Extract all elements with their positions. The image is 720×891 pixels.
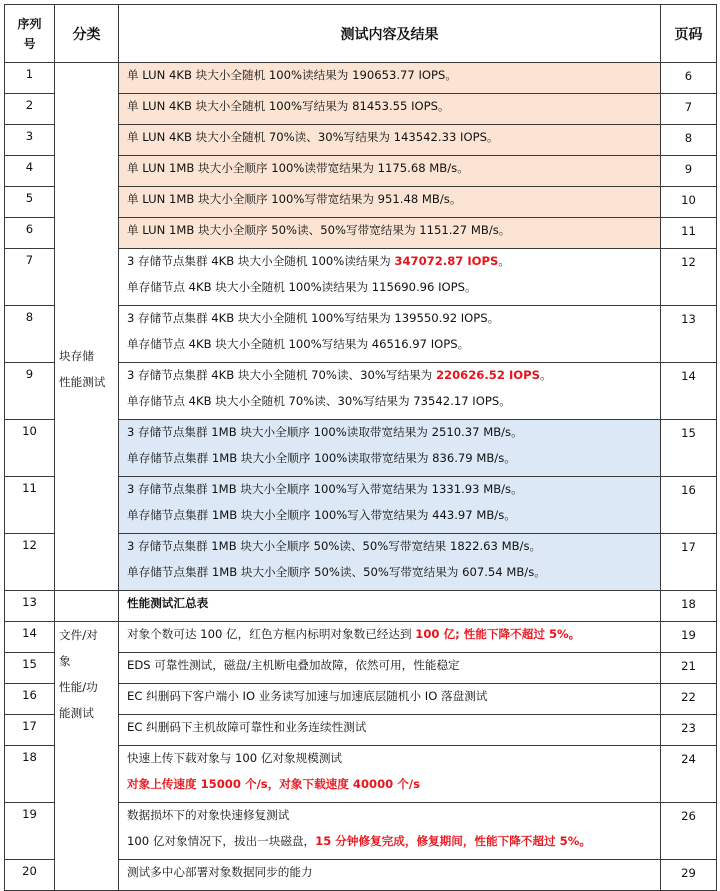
row-seq: 20 bbox=[5, 860, 55, 891]
content-line: 3 存储节点集群 4KB 块大小全随机 100%写结果为 139550.92 IOPS。 bbox=[127, 311, 500, 325]
content-line: EDS 可靠性测试，磁盘/主机断电叠加故障，依然可用，性能稳定 bbox=[127, 658, 460, 672]
content-line: 单 LUN 1MB 块大小全顺序 100%读带宽结果为 1175.68 MB/s。 bbox=[127, 161, 469, 175]
row-page: 23 bbox=[661, 715, 717, 746]
row-content bbox=[119, 622, 661, 653]
content-text: 100 亿对象情况下，拔出一块磁盘， bbox=[127, 834, 316, 848]
content-line: 单 LUN 4KB 块大小全随机 70%读、30%写结果为 143542.33 IOPS。 bbox=[127, 130, 499, 144]
content-line: 单存储节点 4KB 块大小全随机 100%写结果为 46516.97 IOPS。 bbox=[127, 337, 470, 351]
category-line: 性能测试 bbox=[59, 375, 106, 389]
row-seq: 19 bbox=[5, 803, 55, 860]
row-page: 24 bbox=[661, 746, 717, 803]
content-text: 。 bbox=[539, 368, 552, 382]
content-line: 3 存储节点集群 1MB 块大小全顺序 100%写入带宽结果为 1331.93 MB/s。 bbox=[127, 482, 523, 496]
table-row bbox=[5, 622, 717, 653]
row-seq: 16 bbox=[5, 684, 55, 715]
content-text: 。 bbox=[498, 254, 510, 268]
row-page: 12 bbox=[661, 249, 717, 306]
content-line: EC 纠删码下客户端小 IO 业务读写加速与加速底层随机小 IO 落盘测试 bbox=[127, 689, 488, 703]
row-content bbox=[119, 591, 661, 622]
header-seq-line2: 号 bbox=[23, 36, 36, 51]
highlight-value: 对象上传速度 15000 个/s，对象下载速度 40000 个/s bbox=[127, 777, 420, 791]
content-text: 对象个数可达 100 亿，红色方框内标明对象数已经达到 bbox=[127, 627, 416, 641]
row-content bbox=[119, 684, 661, 715]
highlight-value: 15 分钟修复完成，修复期间，性能下降不超过 5%。 bbox=[315, 834, 591, 848]
content-line: 测试多中心部署对象数据同步的能力 bbox=[127, 865, 313, 879]
content-line: 单存储节点集群 1MB 块大小全顺序 50%读、50%写带宽结果为 607.54 MB/s。 bbox=[127, 565, 546, 579]
row-content bbox=[119, 63, 661, 94]
row-page: 6 bbox=[661, 63, 717, 94]
row-content bbox=[119, 156, 661, 187]
row-page: 29 bbox=[661, 860, 717, 891]
category-line: 文件/对 bbox=[59, 628, 98, 642]
row-page: 7 bbox=[661, 94, 717, 125]
row-content bbox=[119, 653, 661, 684]
row-content bbox=[119, 803, 661, 860]
content-line: EC 纠删码下主机故障可靠性和业务连续性测试 bbox=[127, 720, 367, 734]
content-line: 单存储节点集群 1MB 块大小全顺序 100%读取带宽结果为 836.79 MB/s。 bbox=[127, 451, 516, 465]
row-content bbox=[119, 187, 661, 218]
row-page: 18 bbox=[661, 591, 717, 622]
category-line: 象 bbox=[59, 654, 71, 668]
category-line: 能测试 bbox=[59, 706, 94, 720]
header-content: 测试内容及结果 bbox=[119, 5, 661, 63]
row-page: 21 bbox=[661, 653, 717, 684]
row-seq: 4 bbox=[5, 156, 55, 187]
row-seq: 15 bbox=[5, 653, 55, 684]
row-page: 17 bbox=[661, 534, 717, 591]
header-seq-line1: 序列 bbox=[17, 16, 42, 31]
results-table bbox=[4, 4, 717, 891]
category-block-storage bbox=[55, 63, 119, 591]
row-seq: 6 bbox=[5, 218, 55, 249]
row-page: 9 bbox=[661, 156, 717, 187]
highlight-value: 347072.87 IOPS bbox=[394, 254, 499, 268]
row-seq: 9 bbox=[5, 363, 55, 420]
row-seq: 10 bbox=[5, 420, 55, 477]
row-seq: 5 bbox=[5, 187, 55, 218]
row-page: 14 bbox=[661, 363, 717, 420]
row-seq: 7 bbox=[5, 249, 55, 306]
content-text: 3 存储节点集群 4KB 块大小全随机 70%读、30%写结果为 bbox=[127, 368, 436, 382]
content-line: 单存储节点 4KB 块大小全随机 100%读结果为 115690.96 IOPS。 bbox=[127, 280, 477, 294]
row-content bbox=[119, 94, 661, 125]
row-seq: 11 bbox=[5, 477, 55, 534]
row-page: 11 bbox=[661, 218, 717, 249]
highlight-value: 220626.52 IOPS bbox=[435, 368, 540, 382]
content-line: 数据损坏下的对象快速修复测试 bbox=[127, 808, 290, 822]
header-seq-full bbox=[0, 0, 1, 1]
row-seq: 3 bbox=[5, 125, 55, 156]
table-row bbox=[5, 63, 717, 94]
highlight-value: 100 亿; 性能下降不超过 5%。 bbox=[415, 627, 581, 641]
row-content bbox=[119, 363, 661, 420]
row-content bbox=[119, 715, 661, 746]
row-page: 8 bbox=[661, 125, 717, 156]
content-line: 快速上传下载对象与 100 亿对象规模测试 bbox=[127, 751, 343, 765]
content-line: 单 LUN 4KB 块大小全随机 100%写结果为 81453.55 IOPS。 bbox=[127, 99, 450, 113]
row-content bbox=[119, 477, 661, 534]
row-page: 16 bbox=[661, 477, 717, 534]
row-content bbox=[119, 249, 661, 306]
content-line: 3 存储节点集群 1MB 块大小全顺序 50%读、50%写带宽结果 1822.63 MB/s。 bbox=[127, 539, 542, 553]
row-content bbox=[119, 860, 661, 891]
row-content bbox=[119, 534, 661, 591]
row-seq: 12 bbox=[5, 534, 55, 591]
row-page: 26 bbox=[661, 803, 717, 860]
row-content bbox=[119, 125, 661, 156]
row-content bbox=[119, 420, 661, 477]
row-seq: 13 bbox=[5, 591, 55, 622]
row-page: 19 bbox=[661, 622, 717, 653]
row-seq: 8 bbox=[5, 306, 55, 363]
content-line bbox=[127, 622, 656, 646]
content-line: 单存储节点 4KB 块大小全随机 70%读、30%写结果为 73542.17 IOPS。 bbox=[127, 394, 511, 408]
content-line bbox=[127, 249, 656, 275]
row-content bbox=[119, 306, 661, 363]
table-header-row bbox=[5, 5, 717, 63]
content-line: 3 存储节点集群 1MB 块大小全顺序 100%读取带宽结果为 2510.37 MB/s。 bbox=[127, 425, 523, 439]
row-page: 10 bbox=[661, 187, 717, 218]
row-seq: 17 bbox=[5, 715, 55, 746]
category-line: 性能/功 bbox=[59, 680, 98, 694]
content-text: 3 存储节点集群 4KB 块大小全随机 100%读结果为 bbox=[127, 254, 395, 268]
row-page: 15 bbox=[661, 420, 717, 477]
content-line bbox=[127, 829, 656, 855]
category-object-storage bbox=[55, 622, 119, 891]
category-empty bbox=[55, 591, 119, 622]
table-row bbox=[5, 591, 717, 622]
category-line: 块存储 bbox=[59, 349, 94, 363]
row-content bbox=[119, 218, 661, 249]
row-seq: 14 bbox=[5, 622, 55, 653]
header-page: 页码 bbox=[661, 5, 717, 63]
content-line: 单存储节点集群 1MB 块大小全顺序 100%写入带宽结果为 443.97 MB/s。 bbox=[127, 508, 516, 522]
row-page: 22 bbox=[661, 684, 717, 715]
summary-table-title: 性能测试汇总表 bbox=[127, 596, 209, 610]
content-line: 单 LUN 1MB 块大小全顺序 50%读、50%写带宽结果为 1151.27 MB/s。 bbox=[127, 223, 511, 237]
content-line: 单 LUN 4KB 块大小全随机 100%读结果为 190653.77 IOPS。 bbox=[127, 68, 457, 82]
row-seq: 1 bbox=[5, 63, 55, 94]
content-line: 单 LUN 1MB 块大小全顺序 100%写带宽结果为 951.48 MB/s。 bbox=[127, 192, 462, 206]
row-page: 13 bbox=[661, 306, 717, 363]
row-seq: 2 bbox=[5, 94, 55, 125]
content-line bbox=[127, 363, 656, 389]
header-category: 分类 bbox=[55, 5, 119, 63]
row-seq: 18 bbox=[5, 746, 55, 803]
header-seq bbox=[5, 5, 55, 63]
